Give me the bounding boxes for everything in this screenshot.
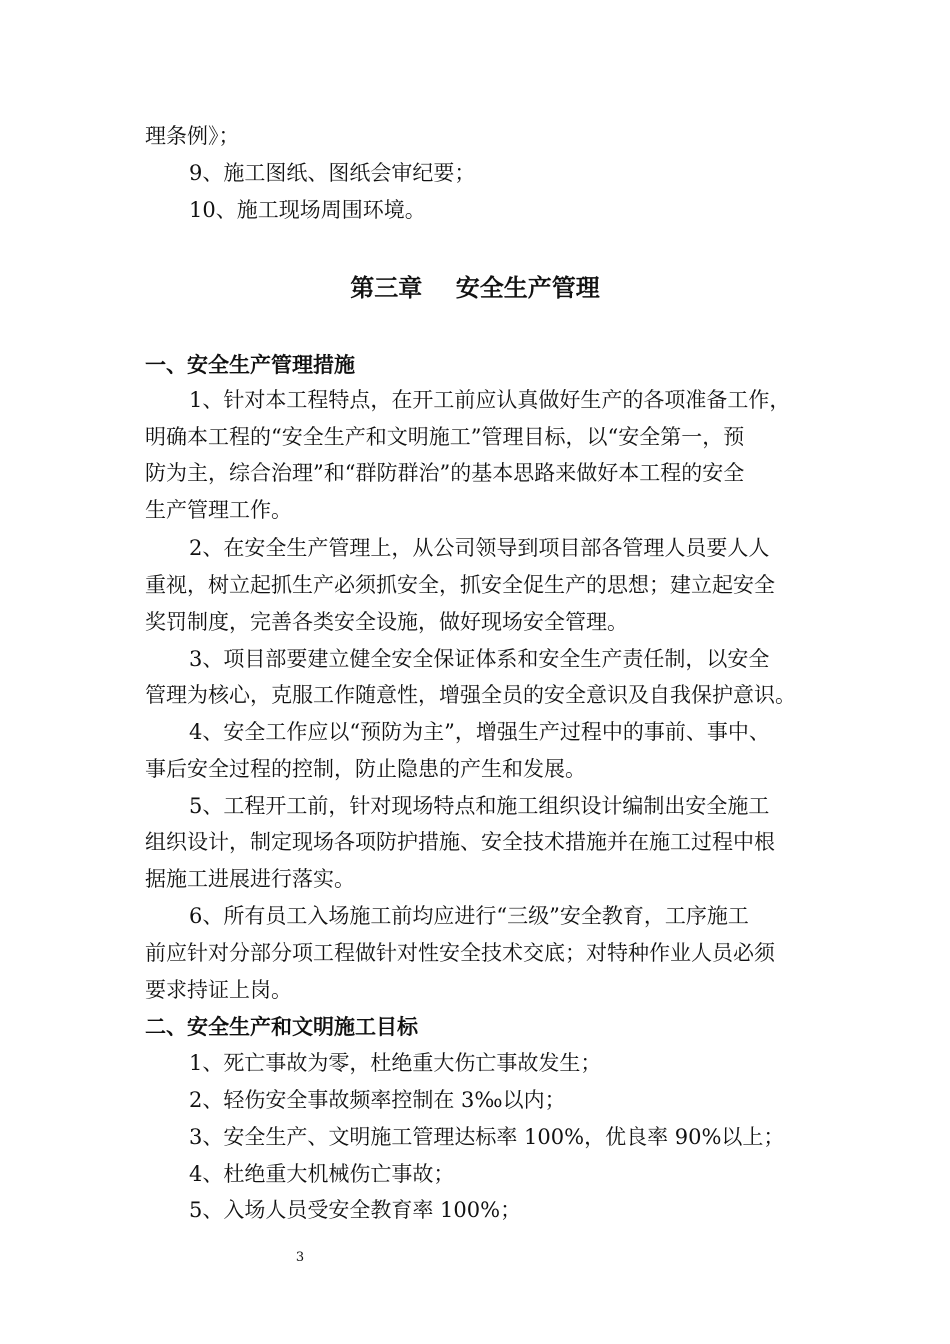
text-line: 生产管理工作。 <box>145 498 292 522</box>
list-item: 5、入场人员受安全教育率 100%； <box>189 1198 522 1222</box>
text-line: 据施工进展进行落实。 <box>145 867 355 891</box>
text-line: 奖罚制度，完善各类安全设施，做好现场安全管理。 <box>145 610 628 634</box>
text-line: 管理为核心，克服工作随意性，增强全员的安全意识及自我保护意识。 <box>145 683 796 707</box>
list-item: 1、死亡事故为零，杜绝重大伤亡事故发生； <box>189 1051 602 1075</box>
text-line: 防为主，综合治理”和“群防群治”的基本思路来做好本工程的安全 <box>145 461 745 485</box>
text-line: 事后安全过程的控制，防止隐患的产生和发展。 <box>145 757 586 781</box>
page-number: 3 <box>295 1250 305 1265</box>
list-item: 2、轻伤安全事故频率控制在 3‰以内； <box>189 1088 566 1112</box>
text-line: 10、施工现场周围环境。 <box>189 198 426 222</box>
chapter-title: 第三章 安全生产管理 <box>350 273 600 302</box>
text-line: 9、施工图纸、图纸会审纪要； <box>189 161 476 185</box>
text-line: 3、项目部要建立健全安全保证体系和安全生产责任制，以安全 <box>189 647 770 671</box>
text-line: 要求持证上岗。 <box>145 978 292 1002</box>
text-line: 6、所有员工入场施工前均应进行“三级”安全教育，工序施工 <box>189 904 749 928</box>
section-heading: 二、安全生产和文明施工目标 <box>145 1014 418 1039</box>
text-line: 组织设计，制定现场各项防护措施、安全技术措施并在施工过程中根 <box>145 830 775 854</box>
list-item: 4、杜绝重大机械伤亡事故； <box>189 1162 455 1186</box>
list-item: 3、安全生产、文明施工管理达标率 100%，优良率 90%以上； <box>189 1125 785 1149</box>
text-line: 理条例》； <box>145 124 240 148</box>
text-line: 前应针对分部分项工程做针对性安全技术交底；对特种作业人员必须 <box>145 941 775 965</box>
text-line: 明确本工程的“安全生产和文明施工”管理目标，以“安全第一，预 <box>145 425 745 449</box>
text-line: 1、针对本工程特点，在开工前应认真做好生产的各项准备工作， <box>189 388 791 412</box>
text-line: 重视，树立起抓生产必须抓安全，抓安全促生产的思想；建立起安全 <box>145 573 775 597</box>
section-heading: 一、安全生产管理措施 <box>145 352 355 377</box>
text-line: 4、安全工作应以“预防为主”，增强生产过程中的事前、事中、 <box>189 720 770 744</box>
text-line: 5、工程开工前，针对现场特点和施工组织设计编制出安全施工 <box>189 794 770 818</box>
text-line: 2、在安全生产管理上，从公司领导到项目部各管理人员要人人 <box>189 536 770 560</box>
